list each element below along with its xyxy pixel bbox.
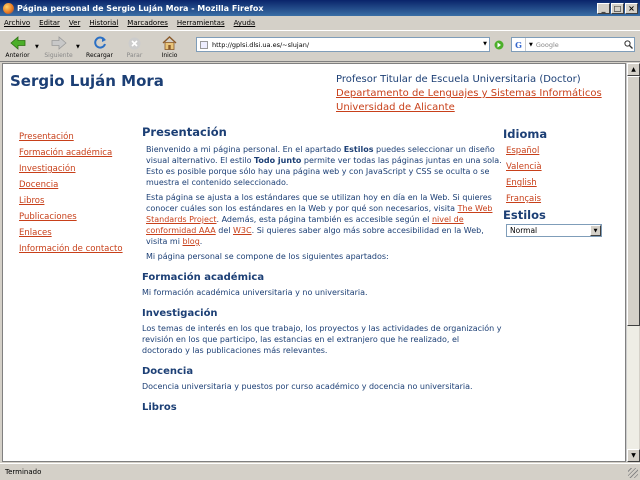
reload-button[interactable]: Recargar [82,31,117,61]
style-select[interactable] [506,224,602,237]
vertical-scrollbar[interactable] [626,63,639,462]
url-text: http://gplsi.dlsi.ua.es/~slujan/ [212,40,310,49]
url-bar[interactable] [196,37,490,52]
menu-historial[interactable]: Historial [89,19,119,27]
section-title: Libros [142,402,177,413]
status-text: Terminado [5,468,42,476]
section-title: Docencia [142,366,194,377]
forward-arrow-icon [51,36,67,50]
styles-heading: Estilos [503,208,546,222]
close-button[interactable]: × [625,3,638,14]
maximize-button[interactable]: □ [611,3,624,14]
section-text: Docencia universitaria y puestos por curso académico y docencia no universitaria. [142,382,473,391]
title-bar [0,0,640,16]
search-placeholder: Google [535,40,559,49]
stop-button[interactable]: Parar [117,31,152,61]
firefox-icon [3,3,14,14]
menu-editar[interactable]: Editar [39,19,60,27]
standards-paragraph: Esta página se ajusta a los estándares que se utilizan hoy en día en la Web. Si quieres conocer cuáles son los estándares en la Web y por qué son necesarios, visita The Web Standards Project. Además, esta página también es accesible según el nivel de conformidad AAA del W3C. Si quieres saber algo más sobre accesibilidad en la Web, visita mi blog. [146,193,493,246]
lang-english[interactable]: English [506,178,537,188]
navigation-toolbar [0,30,640,62]
left-navigation [19,129,123,257]
university-link[interactable]: Universidad de Alicante [336,102,455,113]
url-history-dropdown[interactable]: ▼ [483,41,487,47]
forward-button[interactable]: Siguiente [41,31,76,61]
scroll-up-button[interactable]: ▲ [627,63,640,76]
magnifier-icon [624,40,633,49]
department-link[interactable]: Departamento de Lenguajes y Sistemas Informáticos [336,88,602,99]
right-column [503,127,602,237]
lang-espanol[interactable]: Español [506,146,540,156]
w3c-link[interactable]: W3C [233,226,252,235]
web-standards-link[interactable]: The Web Standards Project [146,204,493,224]
back-button[interactable]: Anterior [0,31,35,61]
aaa-link[interactable]: nivel de conformidad AAA [146,215,464,235]
scroll-down-button[interactable]: ▼ [627,449,640,462]
language-heading: Idioma [503,127,548,141]
menu-herramientas[interactable]: Herramientas [176,19,225,27]
lang-francais[interactable]: Français [506,194,542,204]
stop-icon [127,36,143,50]
section-text: Los temas de interés en los que trabajo, los proyectos y las actividades de organización y revisión en los que participo, las estancias en el extranjero que he realizado, el doctorado y las publicaciones más relevantes. [142,324,502,355]
menu-marcadores[interactable]: Marcadores [127,19,168,27]
language-list [503,143,602,207]
go-button[interactable] [492,38,506,51]
blog-link[interactable]: blog [182,237,200,246]
lang-valencia[interactable]: Valencià [506,162,542,172]
sections-intro: Mi página personal se compone de los siguientes apartados: [146,252,389,261]
forward-history-dropdown[interactable]: ▼ [76,44,80,50]
window-title: Página personal de Sergio Luján Mora - Mozilla Firefox [17,3,264,13]
search-box[interactable] [511,37,635,52]
section-title: Investigación [142,308,218,319]
section-title: Formación académica [142,272,265,283]
nav-investigacion[interactable]: Investigación [19,164,76,174]
nav-libros[interactable]: Libros [19,196,45,206]
reload-icon [92,36,108,50]
section-text: Mi formación académica universitaria y no universitaria. [142,288,368,297]
page-icon [200,41,208,49]
nav-formacion[interactable]: Formación académica [19,148,113,158]
home-button[interactable]: Inicio [152,31,187,61]
job-title: Profesor Titular de Escuela Universitaria (Doctor) [336,74,581,85]
nav-enlaces[interactable]: Enlaces [19,228,52,238]
main-heading: Presentación [142,125,227,139]
go-arrow-icon [494,40,504,50]
nav-presentacion[interactable]: Presentación [19,132,74,142]
scroll-thumb[interactable] [627,76,640,326]
menu-bar [0,16,640,30]
menu-archivo[interactable]: Archivo [4,19,31,27]
status-bar [0,463,640,480]
menu-ver[interactable]: Ver [68,19,81,27]
style-selected: Normal [510,225,538,235]
menu-ayuda[interactable]: Ayuda [233,19,256,27]
main-content [142,127,502,417]
header-info [336,73,602,115]
minimize-button[interactable]: _ [597,3,610,14]
nav-docencia[interactable]: Docencia [19,180,59,190]
search-button[interactable] [622,38,634,51]
resize-grip[interactable] [628,468,638,478]
intro-paragraph: Bienvenido a mi página personal. En el apartado Estilos puedes seleccionar un diseño visual alternativo. El estilo Todo junto permite ver todas las páginas juntas en una sola. Esto es posible porque sólo hay una página web y con JavaScript y CSS se oculta o se muestra el contenido seleccionado. [146,145,502,187]
search-engine-dropdown[interactable]: ▼ [529,41,533,48]
nav-publicaciones[interactable]: Publicaciones [19,212,77,222]
home-icon [162,36,178,50]
chevron-down-icon[interactable]: ▼ [590,225,601,236]
back-history-dropdown[interactable]: ▼ [35,44,39,50]
back-arrow-icon [10,36,26,50]
nav-contacto[interactable]: Información de contacto [19,244,123,254]
site-name: Sergio Luján Mora [10,72,164,90]
page-viewport [2,63,626,462]
google-engine-icon[interactable]: G [512,38,526,51]
